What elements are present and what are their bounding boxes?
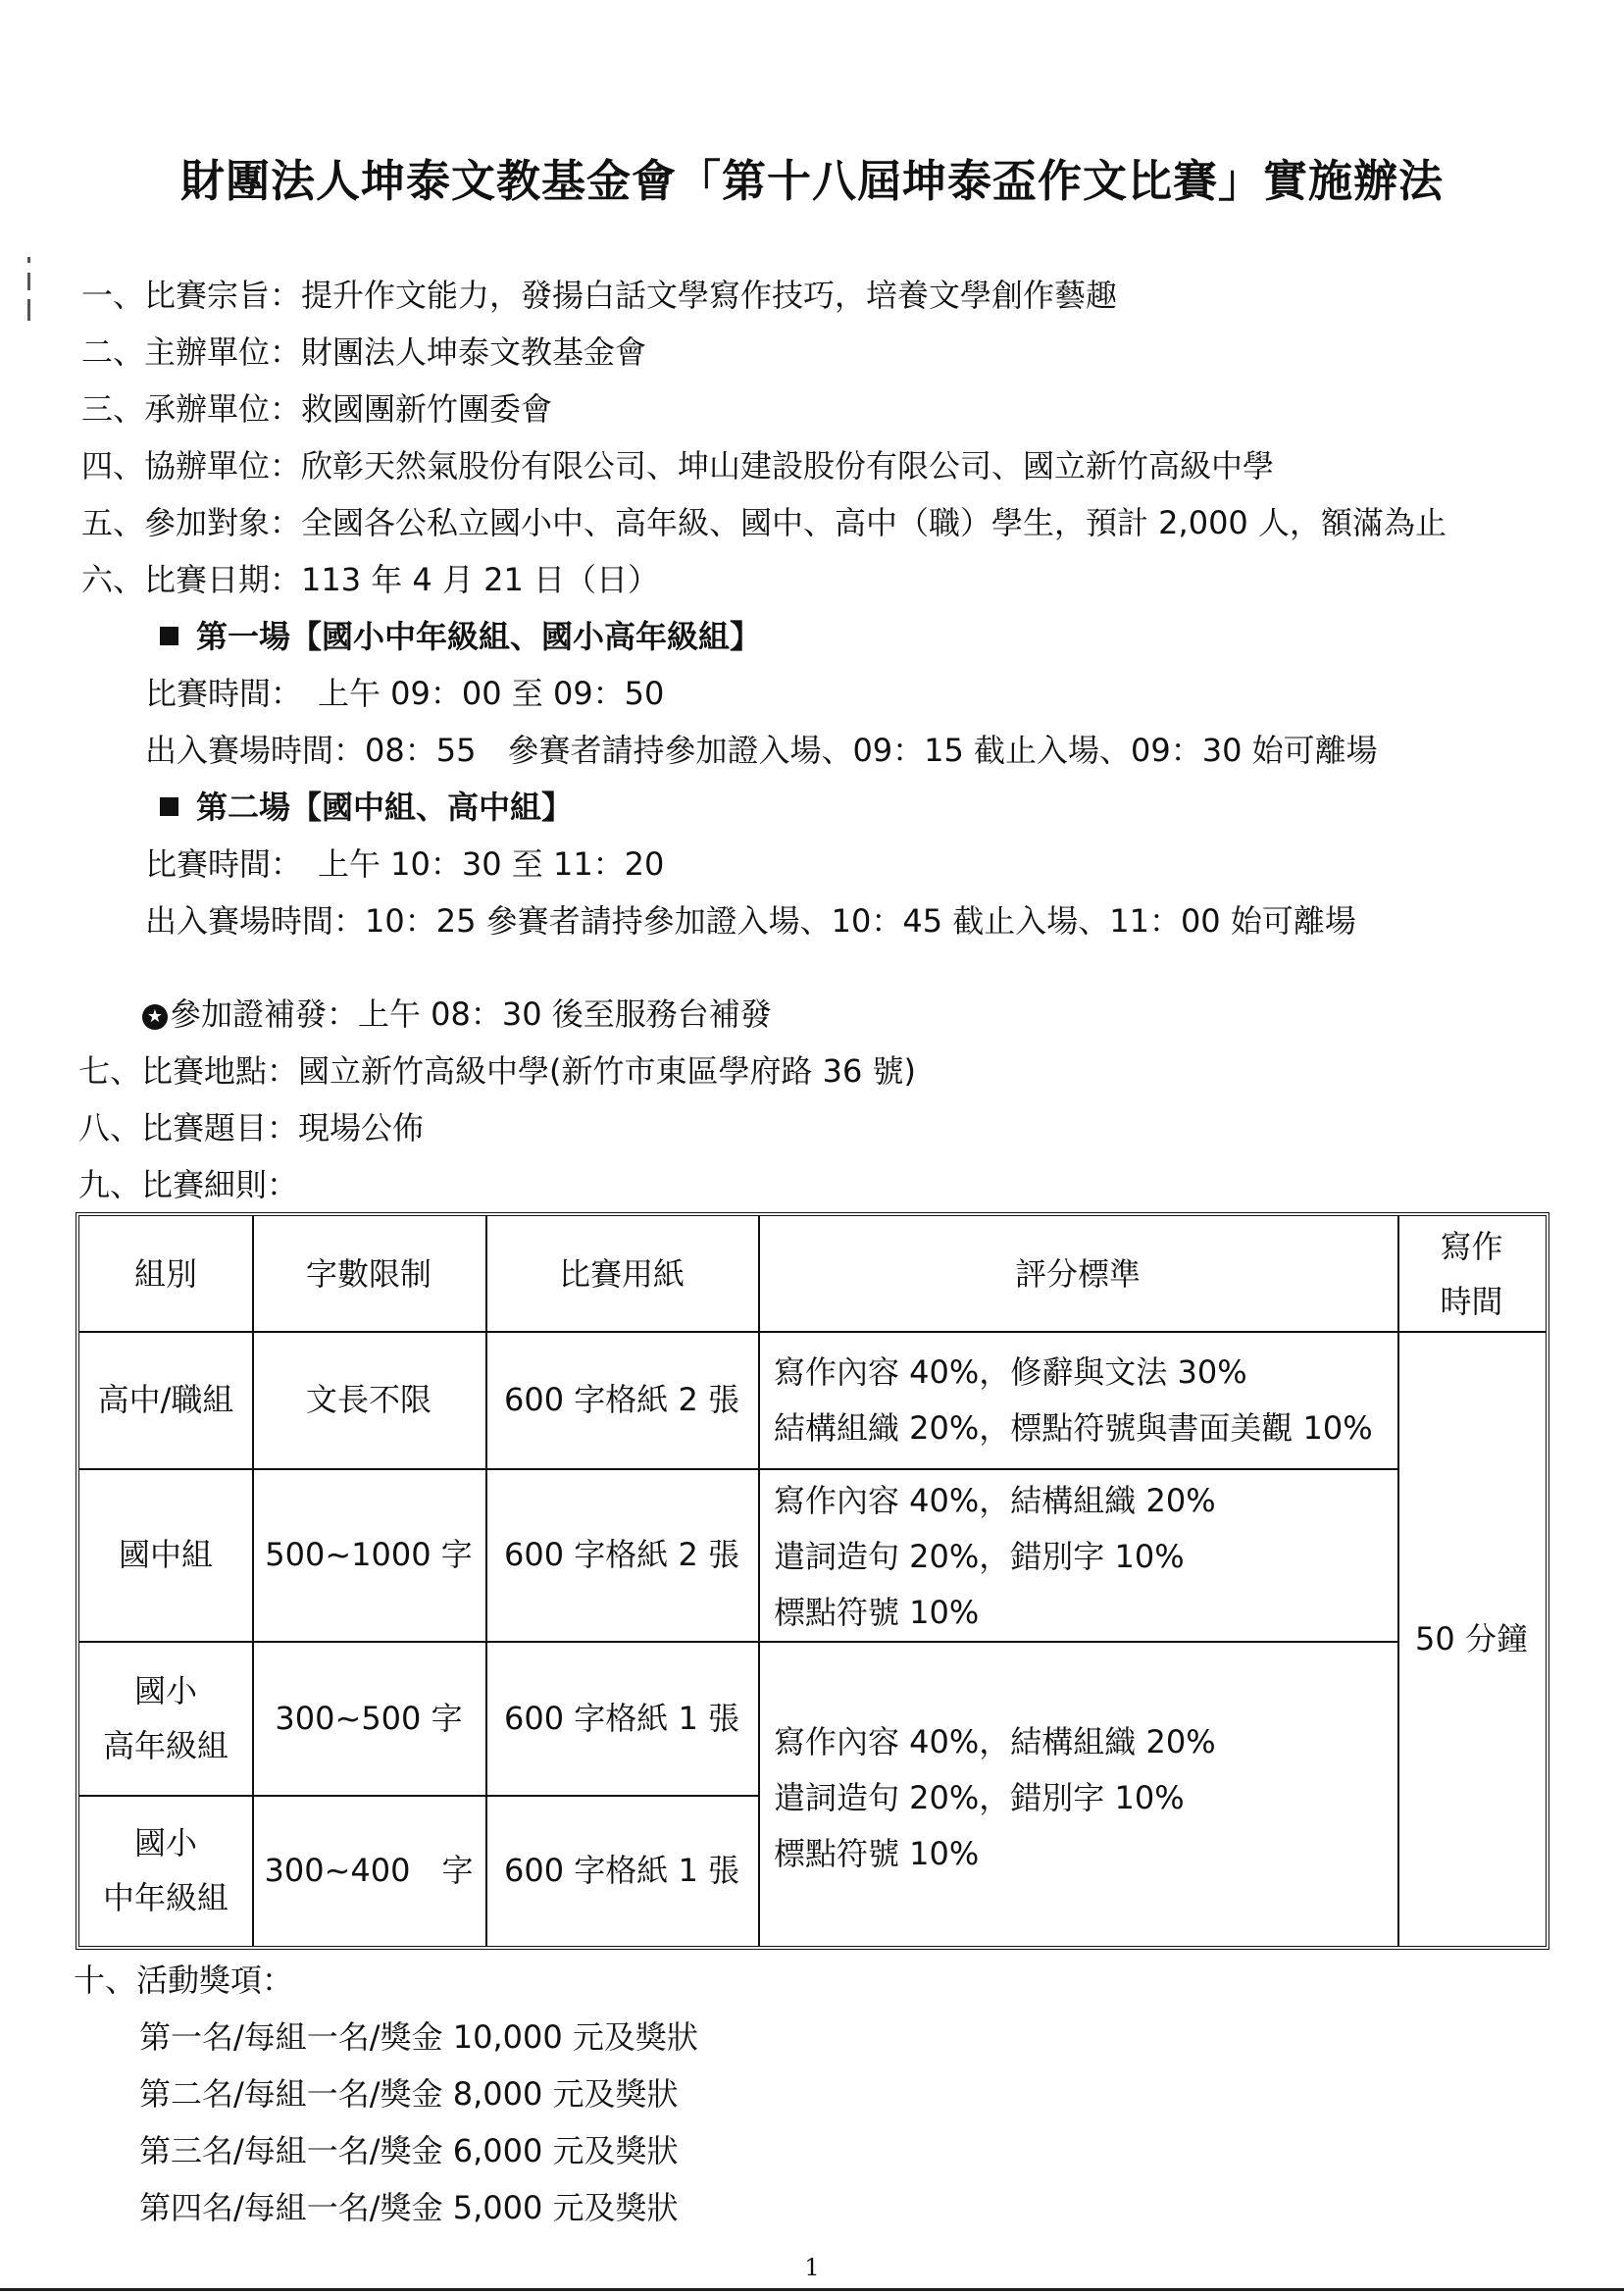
prize-fourth: 第四名/每組一名/獎金 5,000 元及獎狀 [139,2189,679,2226]
reissue-text: 參加證補發：上午 08：30 後至服務台補發 [170,995,772,1033]
table-row-junior-criteria-2: 遣詞造句 20%，錯別字 10% [774,1538,1185,1575]
item-co-organizer: 四、協辦單位：欣彰天然氣股份有限公司、坤山建設股份有限公司、國立新竹高級中學 [81,447,1275,484]
header-group: 組別 [133,1254,197,1293]
header-paper: 比賽用紙 [558,1254,685,1293]
item-date: 六、比賽日期：113 年 4 月 21 日（日） [81,561,660,598]
table-row-junior-limit: 500~1000 字 [265,1536,473,1573]
table-row-high-group: 高中/職組 [97,1381,234,1418]
scan-mark [27,299,30,321]
table-row-upper-group-line1: 國小 [133,1671,197,1709]
table-row-junior-paper: 600 字格紙 2 張 [504,1536,739,1573]
square-bullet-icon [160,797,178,816]
table-time-value: 50 分鐘 [1415,1619,1528,1657]
item-topic: 八、比賽題目：現場公佈 [78,1109,425,1147]
item-host: 三、承辦單位：救國團新竹團委會 [81,390,553,428]
table-row-junior-group: 國中組 [118,1536,213,1573]
rules-table [76,1212,1549,1950]
table-row-junior-criteria-1: 寫作內容 40%，結構組織 20% [774,1482,1216,1519]
header-limit: 字數限制 [305,1254,431,1293]
table-row-middle-limit: 300~400 字 [264,1852,474,1889]
table-row-high-limit: 文長不限 [305,1381,431,1418]
session2-entry: 出入賽場時間：10：25 參賽者請持參加證入場、10：45 截止入場、11：00 始可離場 [145,902,1356,940]
item-participants: 五、參加對象：全國各公私立國小中、高年級、國中、高中（職）學生，預計 2,000 人，額滿為止 [81,504,1446,541]
square-bullet-icon [160,627,178,645]
session1-heading [160,617,761,656]
table-elementary-criteria-3: 標點符號 10% [774,1835,980,1872]
scan-edge-line [0,2288,1624,2291]
scan-mark [27,273,30,290]
session1-time: 比賽時間： 上午 09：00 至 09：50 [145,675,665,712]
scan-mark [27,257,30,263]
table-row-middle-group-line2: 中年級組 [102,1879,228,1916]
session2-heading-text: 第二場【國中組、高中組】 [196,789,574,826]
header-criteria: 評分標準 [1014,1254,1141,1293]
table-row-middle-group-line1: 國小 [133,1824,197,1861]
header-time [1397,1216,1546,1331]
item-rules: 九、比賽細則： [78,1166,299,1203]
table-row-upper-group [79,1641,252,1795]
session1-heading-text: 第一場【國小中年級組、國小高年級組】 [196,618,762,655]
table-row-middle-paper: 600 字格紙 1 張 [504,1852,739,1889]
table-row-upper-paper: 600 字格紙 1 張 [504,1699,739,1737]
table-row-middle-group [79,1795,252,1946]
prize-first: 第一名/每組一名/獎金 10,000 元及獎狀 [139,2018,698,2056]
session1-entry: 出入賽場時間：08：55 參賽者請持參加證入場、09：15 截止入場、09：30 始可離場 [145,732,1378,769]
reissue-note [142,994,772,1034]
item-venue: 七、比賽地點：國立新竹高級中學(新竹市東區學府路 36 號) [78,1052,917,1090]
table-row-high-paper: 600 字格紙 2 張 [504,1381,739,1418]
document-title: 財團法人坤泰文教基金會「第十八屆坤泰盃作文比賽」實施辦法 [179,155,1444,207]
item-organizer: 二、主辦單位：財團法人坤泰文教基金會 [81,333,647,371]
session2-heading [160,788,573,827]
table-row-junior-criteria-3: 標點符號 10% [774,1594,980,1631]
star-icon: ★ [142,1004,168,1030]
prize-third: 第三名/每組一名/獎金 6,000 元及獎狀 [139,2132,679,2169]
table-row-high-criteria-1: 寫作內容 40%，修辭與文法 30% [774,1353,1247,1391]
table-elementary-criteria-1: 寫作內容 40%，結構組織 20% [774,1723,1216,1760]
page-number: 1 [804,2254,820,2281]
table-row-upper-limit: 300~500 字 [275,1699,463,1737]
table-row-high-criteria-2: 結構組織 20%，標點符號與書面美觀 10% [774,1409,1373,1447]
prize-second: 第二名/每組一名/獎金 8,000 元及獎狀 [139,2075,679,2113]
header-time-line1: 寫作 [1440,1227,1503,1265]
session2-time: 比賽時間： 上午 10：30 至 11：20 [145,845,665,883]
table-row-upper-group-line2: 高年級組 [102,1726,228,1764]
table-elementary-criteria-2: 遣詞造句 20%，錯別字 10% [774,1779,1185,1816]
item-purpose: 一、比賽宗旨：提升作文能力，發揚白話文學寫作技巧，培養文學創作藝趣 [81,277,1118,314]
header-time-line2: 時間 [1440,1282,1503,1320]
item-awards: 十、活動獎項： [74,1962,294,1999]
